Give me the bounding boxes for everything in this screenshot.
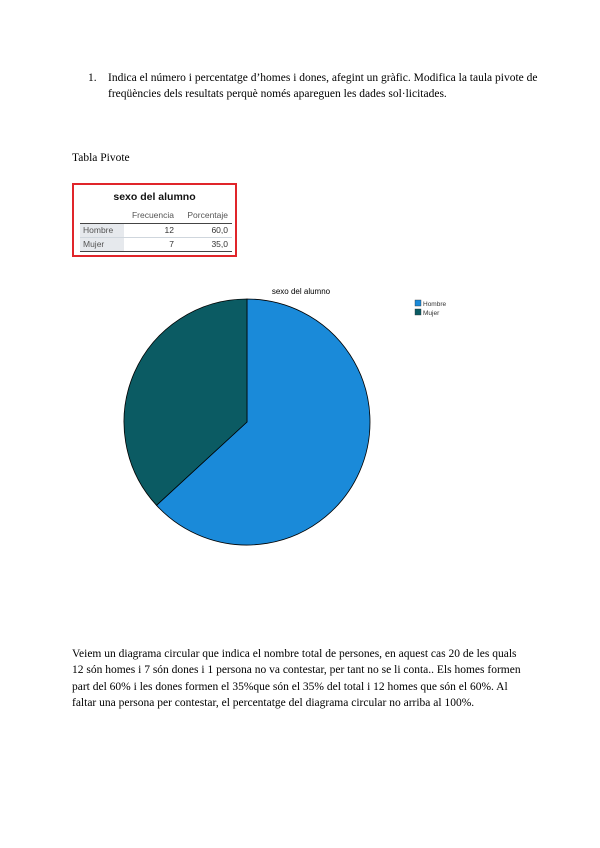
pivot-cell-percent: 35,0 xyxy=(211,239,228,249)
explanation-paragraph: Veiem un diagrama circular que indica el nombre total de persones, en aquest cas 20 de les quals 12 són homes i 7 són dones i 1 persona no va contestar, per tant no se li conta.. Els homes formen part del 60% i les dones formen el 35%que són el 35% del total i 12 homes que són el 60%. Al faltar una persona per contestar, el percentatge del diagrama circular no arriba al 100%. xyxy=(72,648,521,709)
pivot-header-row xyxy=(80,209,232,224)
pivot-header-percent: Porcentaje xyxy=(187,210,228,220)
pivot-cell-frequency: 12 xyxy=(164,225,174,235)
legend-swatch-mujer xyxy=(415,309,421,315)
pivot-cell-percent: 60,0 xyxy=(211,225,228,235)
pivot-header-empty xyxy=(80,209,124,223)
legend-label-mujer: Mujer xyxy=(423,310,440,317)
chart-title: sexo del alumno xyxy=(271,287,331,296)
pivot-table-frame xyxy=(72,183,237,257)
chart-legend xyxy=(415,300,447,317)
legend-swatch-hombre xyxy=(415,300,421,306)
question-text: Indica el número i percentatge d’homes i dones, afegint un gràfic. Modifica la taula pivote de freqüències dels resultats perquè només apareguen les dades sol·licitades. xyxy=(108,72,538,100)
pivot-table-label: Tabla Pivote xyxy=(72,152,130,164)
pivot-row-mujer xyxy=(80,238,232,252)
legend-label-hombre: Hombre xyxy=(423,301,447,308)
pivot-table-title: sexo del alumno xyxy=(113,191,196,203)
pivot-row-hombre xyxy=(80,224,232,238)
pivot-row-label: Mujer xyxy=(80,238,124,251)
question-number: 1. xyxy=(88,72,97,84)
pivot-header-frequency: Frecuencia xyxy=(131,210,174,220)
pivot-table xyxy=(80,209,232,252)
pivot-row-label: Hombre xyxy=(80,224,124,237)
pie-chart xyxy=(0,280,600,560)
question-item xyxy=(88,70,538,102)
pivot-cell-frequency: 7 xyxy=(169,239,174,249)
